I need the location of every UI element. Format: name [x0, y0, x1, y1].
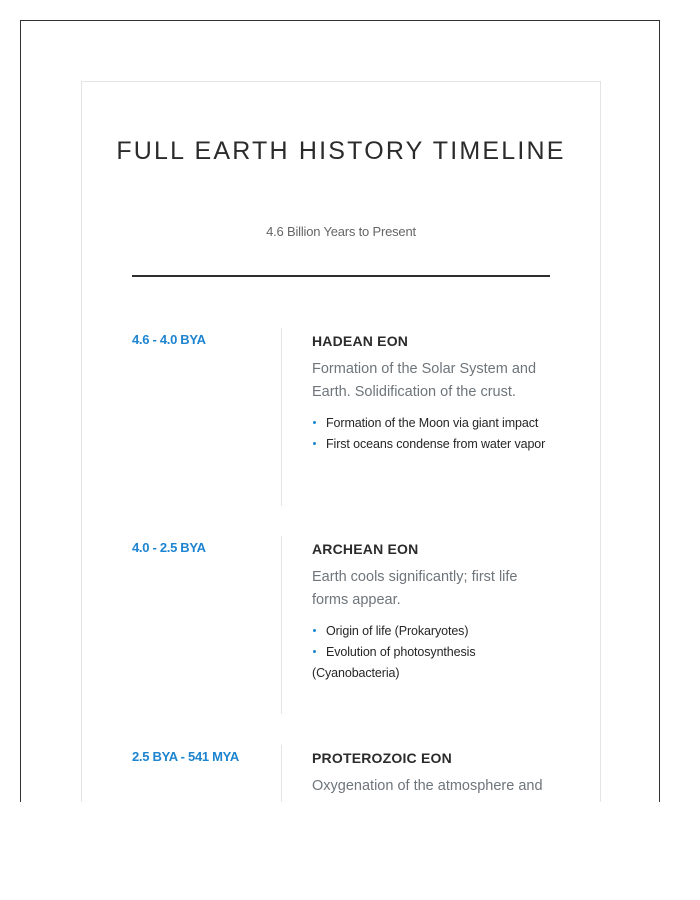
event-item: First oceans condense from water vapor: [312, 434, 552, 455]
entry-content: [312, 328, 552, 455]
entry-divider: [281, 328, 282, 506]
eon-description: Oxygenation of the atmosphere and: [312, 778, 543, 794]
entry-divider: [281, 745, 282, 802]
event-item: Formation of the Moon via giant impact: [312, 413, 552, 434]
eon-title: ARCHEAN EON: [312, 541, 419, 557]
header-divider: [132, 275, 550, 277]
eon-description: Formation of the Solar System and Earth. Solidification of the crust.: [312, 361, 537, 400]
event-list: [312, 621, 552, 684]
entry-date: 2.5 BYA - 541 MYA: [132, 749, 239, 764]
eon-description: Earth cools significantly; first life forms appear.: [312, 569, 518, 608]
event-item: Evolution of photosynthesis (Cyanobacteria): [312, 645, 476, 680]
entry-divider: [281, 536, 282, 714]
bullet-icon: [313, 421, 316, 424]
entry-content: [312, 745, 552, 798]
page-subtitle: 4.6 Billion Years to Present: [266, 224, 416, 239]
event-list: [312, 413, 552, 455]
entry-content: [312, 536, 552, 684]
bullet-icon: [313, 629, 316, 632]
bullet-icon: [313, 650, 316, 653]
entry-date: 4.6 - 4.0 BYA: [132, 332, 206, 347]
timeline-card: [81, 81, 601, 802]
bullet-icon: [313, 442, 316, 445]
timeline-entry-hadean: [132, 328, 550, 508]
eon-title: HADEAN EON: [312, 333, 409, 349]
timeline-entry-archean: [132, 536, 550, 716]
page-frame: [20, 20, 660, 802]
event-item: Origin of life (Prokaryotes): [312, 621, 552, 642]
eon-title: PROTEROZOIC EON: [312, 750, 452, 766]
timeline-entry-proterozoic: [132, 745, 550, 802]
entry-date: 4.0 - 2.5 BYA: [132, 540, 206, 555]
page-title: FULL EARTH HISTORY TIMELINE: [116, 137, 566, 165]
